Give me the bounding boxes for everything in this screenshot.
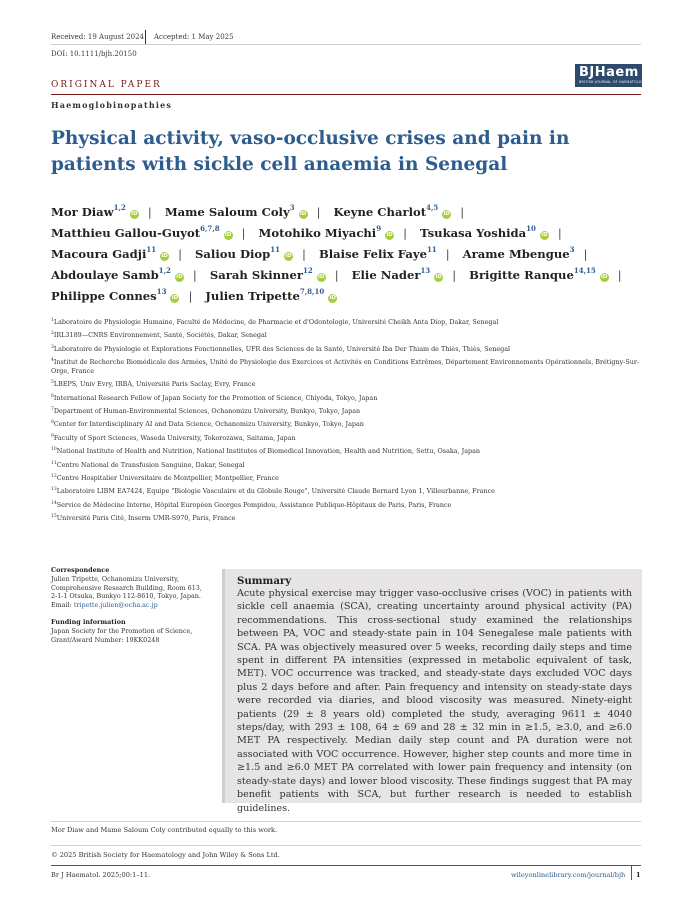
author[interactable] xyxy=(469,268,609,282)
author[interactable] xyxy=(352,268,444,282)
affiliation xyxy=(51,345,651,354)
orcid-icon[interactable]: iD xyxy=(176,274,183,280)
author-name: Blaise Felix Faye xyxy=(318,247,427,261)
affiliation-text: LBEPS, Univ Evry, IRBA, Université Paris Saclay, Evry, France xyxy=(53,380,256,389)
author-affiliation-ref: 12 xyxy=(302,266,313,276)
affiliation-text: Center for Interdisciplinary AI and Data Science, Ochanomizu University, Bunkyo, Tokyo, Japan xyxy=(53,420,364,429)
funding-label: Funding information xyxy=(51,617,126,626)
author-name: Macoura Gadji xyxy=(51,247,147,261)
author[interactable] xyxy=(210,268,326,282)
orcid-icon[interactable]: iD xyxy=(435,274,442,280)
author-separator: | xyxy=(302,247,306,261)
author-separator: | xyxy=(178,247,182,261)
affiliation xyxy=(51,501,651,510)
author-affiliation-ref: 9 xyxy=(376,224,382,234)
affiliation-number: 15 xyxy=(51,513,57,519)
correspondence-line: Julien Tripette, Ochanomizu University, xyxy=(51,574,179,583)
article-type: ORIGINAL PAPER xyxy=(51,80,162,90)
correspondence-email-row xyxy=(51,601,221,610)
affiliation xyxy=(51,358,651,375)
author-separator: | xyxy=(557,226,562,240)
author-separator: | xyxy=(583,247,588,261)
orcid-icon[interactable]: iD xyxy=(317,274,325,280)
author-name: Tsukasa Yoshida xyxy=(420,226,527,240)
affiliation-text: Faculty of Sport Sciences, Waseda University, Tokorozawa, Saitama, Japan xyxy=(53,433,296,442)
author-affiliation-ref: 3 xyxy=(569,245,575,255)
affiliation-number: 1 xyxy=(51,317,54,323)
author-affiliation-ref: 1,2 xyxy=(113,203,126,213)
author-separator: | xyxy=(445,247,450,261)
affiliation xyxy=(51,474,651,483)
doi[interactable]: DOI: 10.1111/bjh.20150 xyxy=(51,50,137,58)
author-affiliation-ref: 4,5 xyxy=(426,203,439,213)
affiliation-number: 6 xyxy=(51,393,54,399)
affiliation xyxy=(51,434,651,443)
author-affiliation-ref: 11 xyxy=(270,245,280,255)
spacer xyxy=(51,610,221,618)
affiliation-text: Laboratoire de Physiologie Humaine, Faculté de Médecine, de Pharmacie et d'Odontologie, Université Cheikh Anta Diop, Dakar, Senegal xyxy=(53,318,499,326)
affiliation-text: Laboratoire de Physiologie et Explorations Fonctionnelles, UFR des Sciences de la Santé, Université Iba Der Thiam de Thiès, Thiès, Senegal xyxy=(53,344,511,353)
author[interactable] xyxy=(195,247,293,261)
author-separator: | xyxy=(188,289,193,303)
affiliation-number: 9 xyxy=(51,433,54,439)
author-separator: | xyxy=(460,205,465,219)
page-number: 1 xyxy=(636,871,641,879)
affiliation-text: Centre National de Transfusion Sanguine, Dakar, Senegal xyxy=(56,460,245,469)
correspondence-line: 2-1-1 Otsuka, Bunkyo 112-8610, Tokyo, Japan. xyxy=(51,592,201,601)
author[interactable] xyxy=(319,247,437,261)
affiliation xyxy=(51,380,651,389)
orcid-icon[interactable]: iD xyxy=(329,295,336,301)
funding-line: Grant/Award Number: 19KK0248 xyxy=(51,635,160,644)
author-separator: | xyxy=(334,268,339,282)
affiliation xyxy=(51,447,651,456)
author-name: Brigitte Ranque xyxy=(469,268,574,282)
author[interactable] xyxy=(259,226,395,240)
orcid-icon[interactable]: iD xyxy=(299,211,307,217)
header-divider xyxy=(145,30,146,44)
author-separator: | xyxy=(452,268,457,282)
journal-logo-subtitle: BRITISH JOURNAL OF HAEMATOLOGY xyxy=(579,80,647,84)
author-name: Arame Mbengue xyxy=(462,247,570,261)
affiliation-text: IRL3189—CNRS Environnement, Santé, Sociétés, Dakar, Senegal xyxy=(53,331,267,340)
affiliation xyxy=(51,318,651,327)
affiliation-number: 8 xyxy=(51,420,54,426)
orcid-icon[interactable]: iD xyxy=(161,253,168,259)
author-name: Matthieu Gallou-Guyot xyxy=(51,226,201,240)
author-name: Keyne Charlot xyxy=(333,205,427,219)
author-separator: | xyxy=(192,268,197,282)
author-name: Abdoulaye Samb xyxy=(51,268,159,282)
author-separator: | xyxy=(316,205,321,219)
affiliation-text: Department of Human-Environmental Sciences, Ochanomizu University, Bunkyo, Tokyo, Japan xyxy=(53,406,361,415)
orcid-icon[interactable]: iD xyxy=(285,253,292,259)
copyright: © 2025 British Society for Haematology and John Wiley & Sons Ltd. xyxy=(51,851,280,859)
author-affiliation-ref: 3 xyxy=(289,203,295,213)
affiliation xyxy=(51,331,651,340)
affiliation-number: 14 xyxy=(51,500,57,506)
affiliation xyxy=(51,420,651,429)
author[interactable] xyxy=(165,205,308,219)
affiliation-text: Laboratoire LIBM EA7424, Equipe "Biologie Vasculaire et du Globule Rouge", Université Claude Bernard Lyon 1, Villeurbanne, France xyxy=(56,487,495,496)
author-name: Sarah Skinner xyxy=(209,268,303,282)
header-rule xyxy=(51,44,641,45)
section-label: Haemoglobinopathies xyxy=(51,100,173,110)
affiliation xyxy=(51,394,651,403)
affiliation-text: International Research Fellow of Japan Society for the Promotion of Science, Chiyoda, Tokyo, Japan xyxy=(53,393,378,402)
author-affiliation-ref: 10 xyxy=(526,224,536,234)
author-list xyxy=(51,202,641,307)
author[interactable] xyxy=(463,247,575,261)
affiliation-text: National Institute of Health and Nutrition, National Institutes of Biomedical Innovation, Health and Nutrition, Settu, Osaka, Japan xyxy=(56,447,481,456)
affiliation-number: 12 xyxy=(51,473,57,479)
affiliation-text: Service de Médecine Interne, Hôpital Européen Georges Pompidou, Assistance Publique-Hôpitaux de Paris, Paris, France xyxy=(56,500,452,509)
author[interactable] xyxy=(420,226,549,240)
author-name: Julien Tripette xyxy=(205,289,300,303)
affiliation-number: 10 xyxy=(51,446,57,452)
orcid-icon[interactable]: iD xyxy=(171,295,179,301)
orcid-icon[interactable]: iD xyxy=(443,211,450,217)
affiliation-number: 4 xyxy=(51,358,54,364)
journal-url[interactable]: wileyonlinelibrary.com/journal/bjh xyxy=(511,871,626,879)
citation: Br J Haematol. 2025;00:1–11. xyxy=(51,871,151,879)
affiliation-list xyxy=(51,318,651,527)
affiliation-number: 5 xyxy=(51,380,54,386)
summary-text: Acute physical exercise may trigger vaso-occlusive crises (VOC) in patients with sickle cell anaemia (SCA), creating uncertainty around physical activity (PA) recommendations. This cross-sectional study examined the relationships between PA, VOC and steady-state pain in 104 Senegalese male patients with SCA. PA was objectively measured over 5 weeks, recording daily steps and time spent in different PA intensities (expressed in metabolic equivalent of task, MET). VOC occurrence was tracked, and steady-state days excluded VOC days plus 2 days before and after. Pain frequency and intensity on steady-state days were recorded via diaries, and blood viscosity was measured. Ninety-eight patients (29 ± 8 years old) completed the study, averaging 9611 ± 4040 steps/day, with 293 ± 108, 64 ± 69 and 28 ± 32 min in ≥1.5, ≥3.0, and ≥6.0 MET PA respectively. Median daily step count and PA duration were not associated with VOC occurrence. However, higher step counts and more time in ≥1.5 and ≥6.0 MET PA correlated with lower pain frequency and intensity (on steady-state days) and lower blood viscosity. These findings suggest that PA may benefit patients with SCA, but further research is needed to establish guidelines. xyxy=(237,588,632,814)
journal-logo[interactable] xyxy=(575,64,647,87)
footer-divider xyxy=(631,866,632,880)
affiliation xyxy=(51,461,651,470)
author-affiliation-ref: 13 xyxy=(420,266,431,276)
affiliation xyxy=(51,514,651,523)
author-name: Motohiko Miyachi xyxy=(258,226,377,240)
affiliation-text: Institut de Recherche Biomédicale des Armées, Unité de Physiologie des Exercices et Activités en Conditions Extrêmes, Département Environnements Opérationnels, Brétigny-Sur-Orge, France xyxy=(51,358,640,375)
author-separator: | xyxy=(403,226,407,240)
received-date: Received: 19 August 2024 xyxy=(51,33,145,41)
author-separator: | xyxy=(617,268,622,282)
author-affiliation-ref: 11 xyxy=(146,245,157,255)
affiliation-number: 11 xyxy=(51,460,57,466)
summary-box xyxy=(222,569,642,814)
affiliation-number: 7 xyxy=(51,406,54,412)
author-name: Philippe Connes xyxy=(51,289,157,303)
orcid-icon[interactable]: iD xyxy=(601,274,608,280)
email-link[interactable]: tripette.julien@ocha.ac.jp xyxy=(73,601,158,610)
affiliation-text: Centre Hospitalier Universitaire de Montpellier, Montpellier, France xyxy=(56,473,279,482)
correspondence-block xyxy=(51,566,221,644)
author[interactable] xyxy=(51,268,184,282)
email-label: Email: xyxy=(51,601,72,610)
affiliation-text: Université Paris Cité, Inserm UMR-S970, Paris, France xyxy=(56,514,236,523)
author[interactable] xyxy=(51,289,179,303)
journal-logo-text: BJHaem xyxy=(579,65,639,80)
article-type-rule xyxy=(51,94,641,95)
note-rule xyxy=(51,821,641,822)
affiliation-number: 2 xyxy=(51,331,54,337)
author-affiliation-ref: 1,2 xyxy=(158,266,171,276)
author-affiliation-ref: 11 xyxy=(426,245,437,255)
funding-line: Japan Society for the Promotion of Science, xyxy=(51,626,193,635)
affiliation xyxy=(51,407,651,416)
orcid-icon[interactable]: iD xyxy=(386,232,393,238)
author-name: Mor Diaw xyxy=(51,205,114,219)
author[interactable] xyxy=(205,289,337,303)
author-affiliation-ref: 7,8,10 xyxy=(299,287,325,297)
orcid-icon[interactable]: iD xyxy=(541,232,548,238)
summary-title: Summary xyxy=(237,575,292,587)
author-affiliation-ref: 14,15 xyxy=(573,266,596,276)
author[interactable] xyxy=(51,226,233,240)
footer-rule xyxy=(51,865,641,866)
article-title: Physical activity, vaso-occlusive crises and pain in patients with sickle cell anaemia in Senegal xyxy=(51,128,570,175)
author-name: Elie Nader xyxy=(351,268,421,282)
orcid-icon[interactable]: iD xyxy=(131,211,138,217)
orcid-icon[interactable]: iD xyxy=(224,232,232,238)
affiliation-number: 13 xyxy=(51,487,57,493)
accepted-date: Accepted: 1 May 2025 xyxy=(154,33,234,41)
author-affiliation-ref: 6,7,8 xyxy=(200,224,220,234)
correspondence-label: Correspondence xyxy=(51,566,110,574)
copyright-rule xyxy=(51,845,641,846)
author[interactable] xyxy=(334,205,452,219)
author-name: Saliou Diop xyxy=(195,247,271,261)
correspondence-line: Comprehensive Research Building, Room 613, xyxy=(51,583,202,592)
contribution-note: Mor Diaw and Mame Saloum Coly contributed equally to this work. xyxy=(51,826,278,834)
author[interactable] xyxy=(51,247,169,261)
affiliation xyxy=(51,487,651,496)
author[interactable] xyxy=(51,205,139,219)
author-name: Mame Saloum Coly xyxy=(164,205,290,219)
author-separator: | xyxy=(241,226,246,240)
author-separator: | xyxy=(147,205,152,219)
author-affiliation-ref: 13 xyxy=(156,287,167,297)
affiliation-number: 3 xyxy=(51,344,54,350)
